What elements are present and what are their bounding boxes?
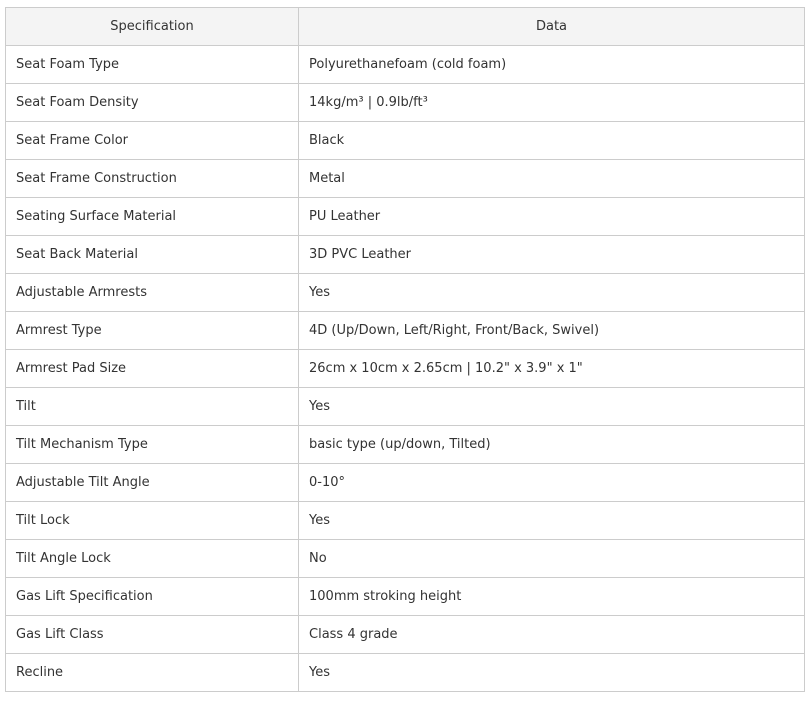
spec-name-cell: Gas Lift Class xyxy=(6,616,299,654)
table-row xyxy=(6,122,805,160)
spec-value-cell: 0-10° xyxy=(299,464,805,502)
spec-value-cell: 3D PVC Leather xyxy=(299,236,805,274)
spec-value-cell: Black xyxy=(299,122,805,160)
spec-name-cell: Seat Foam Density xyxy=(6,84,299,122)
spec-name-cell: Tilt Angle Lock xyxy=(6,540,299,578)
spec-name-cell: Seating Surface Material xyxy=(6,198,299,236)
table-row xyxy=(6,236,805,274)
spec-name-cell: Seat Back Material xyxy=(6,236,299,274)
table-row xyxy=(6,654,805,692)
table-row xyxy=(6,46,805,84)
spec-name-cell: Armrest Type xyxy=(6,312,299,350)
table-row xyxy=(6,502,805,540)
spec-name-cell: Seat Frame Construction xyxy=(6,160,299,198)
spec-value-cell: Yes xyxy=(299,388,805,426)
spec-name-cell: Adjustable Tilt Angle xyxy=(6,464,299,502)
spec-value-cell: Yes xyxy=(299,274,805,312)
spec-value-cell: PU Leather xyxy=(299,198,805,236)
spec-value-cell: Polyurethanefoam (cold foam) xyxy=(299,46,805,84)
table-row xyxy=(6,274,805,312)
spec-name-cell: Seat Frame Color xyxy=(6,122,299,160)
spec-value-cell: No xyxy=(299,540,805,578)
table-row xyxy=(6,616,805,654)
spec-name-cell: Tilt xyxy=(6,388,299,426)
spec-name-cell: Seat Foam Type xyxy=(6,46,299,84)
spec-name-cell: Armrest Pad Size xyxy=(6,350,299,388)
header-specification: Specification xyxy=(6,8,299,46)
spec-name-cell: Recline xyxy=(6,654,299,692)
spec-value-cell: 26cm x 10cm x 2.65cm | 10.2" x 3.9" x 1" xyxy=(299,350,805,388)
table-row xyxy=(6,426,805,464)
table-row xyxy=(6,578,805,616)
table-row xyxy=(6,198,805,236)
table-row xyxy=(6,84,805,122)
specification-table xyxy=(5,7,805,692)
table-row xyxy=(6,464,805,502)
table-row xyxy=(6,312,805,350)
spec-value-cell: Class 4 grade xyxy=(299,616,805,654)
table-row xyxy=(6,160,805,198)
spec-value-cell: 4D (Up/Down, Left/Right, Front/Back, Swivel) xyxy=(299,312,805,350)
table-row xyxy=(6,350,805,388)
spec-name-cell: Tilt Lock xyxy=(6,502,299,540)
spec-value-cell: Yes xyxy=(299,654,805,692)
table-row xyxy=(6,388,805,426)
spec-value-cell: 14kg/m³ | 0.9lb/ft³ xyxy=(299,84,805,122)
spec-value-cell: basic type (up/down, Tilted) xyxy=(299,426,805,464)
header-data: Data xyxy=(299,8,805,46)
spec-name-cell: Tilt Mechanism Type xyxy=(6,426,299,464)
spec-value-cell: Yes xyxy=(299,502,805,540)
spec-value-cell: 100mm stroking height xyxy=(299,578,805,616)
spec-value-cell: Metal xyxy=(299,160,805,198)
table-row xyxy=(6,540,805,578)
spec-name-cell: Gas Lift Specification xyxy=(6,578,299,616)
spec-name-cell: Adjustable Armrests xyxy=(6,274,299,312)
table-header-row xyxy=(6,8,805,46)
